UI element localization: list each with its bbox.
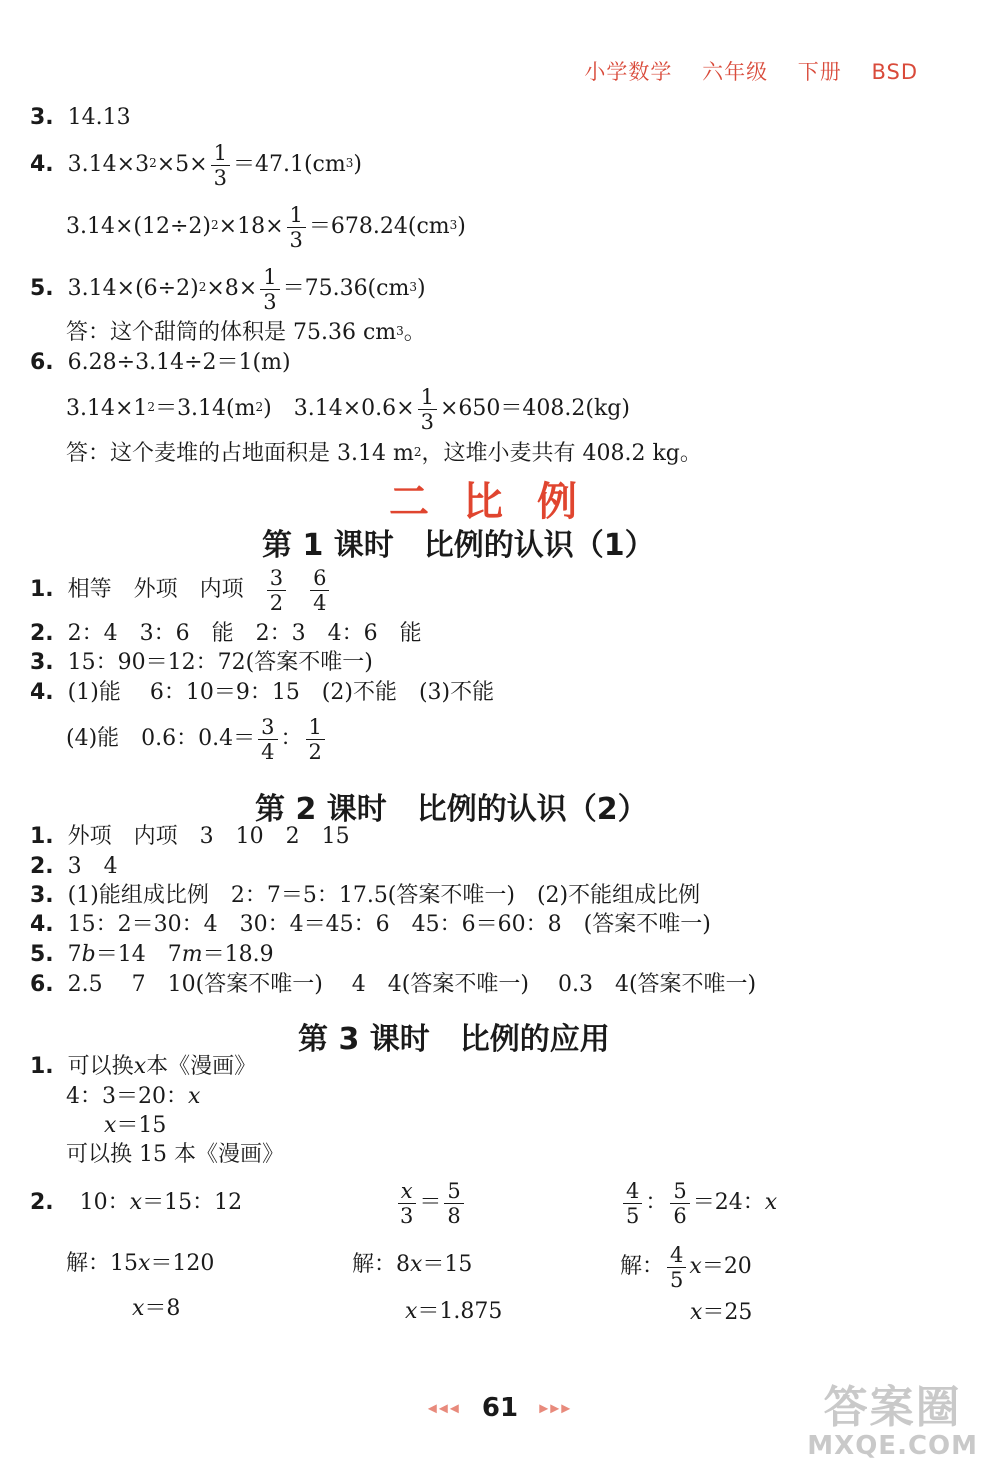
question-number: 2.	[30, 621, 54, 646]
lesson3-answer-1-line3: x ＝15	[104, 1113, 167, 1138]
fraction: $\frac{1}{3}$	[260, 266, 279, 313]
fraction: $\frac{5}{6}$	[670, 1180, 689, 1227]
fraction: $\frac{4}{5}$	[623, 1180, 642, 1227]
fraction: $\frac{1}{2}$	[306, 716, 325, 763]
question-number: 5.	[30, 942, 54, 967]
header-edition: BSD	[871, 60, 918, 84]
header-grade: 六年级	[702, 60, 769, 84]
lesson3-answer-1-line2: 4：3＝20： x	[66, 1084, 201, 1109]
left-arrows-icon: ◂◂◂	[427, 1397, 461, 1419]
lesson1-answer-4: 4. (1)能 6：10＝9：15 (2)不能 (3)不能	[30, 680, 495, 705]
watermark-text: 答案圈	[823, 1382, 962, 1433]
fraction: $\frac{3}{4}$	[258, 716, 277, 763]
lesson2-answer-4: 4. 15：2＝30：4 30：4＝45：6 45：6＝60：8 (答案不唯一)	[30, 912, 711, 937]
lesson3-answer-2-col1-solve: 解：15 x ＝120	[66, 1251, 215, 1276]
question-number: 5.	[30, 276, 54, 301]
header-volume: 下册	[797, 60, 842, 84]
fraction: $\frac{1}{3}$	[287, 204, 306, 251]
lesson2-answer-2: 2. 3 4	[30, 854, 118, 879]
lesson1-answer-1: 1. 相等 外项 内项 $\frac{3}{2}$ $\frac{6}{4}$	[30, 565, 332, 615]
fraction: $\frac{x}{3}$	[397, 1180, 416, 1227]
lesson2-answer-5: 5. 7 b ＝14 7 m ＝18.9	[30, 942, 274, 967]
question-number: 3.	[30, 650, 54, 675]
lesson-1-title: 第 1 课时 比例的认识（1）	[262, 528, 655, 563]
lesson3-answer-1-line1: 1. 可以换 x 本《漫画》	[30, 1054, 257, 1079]
watermark-url: MXQE.COM	[807, 1431, 978, 1461]
page-header	[562, 56, 918, 86]
fraction: $\frac{3}{2}$	[267, 567, 286, 614]
lesson3-answer-2-col1-result: x ＝8	[132, 1296, 181, 1321]
lesson3-answer-2-col1-eq: 2. 10： x ＝15：12	[30, 1190, 243, 1215]
question-number: 3.	[30, 105, 54, 130]
lesson-3-title: 第 3 课时 比例的应用	[298, 1022, 610, 1057]
lesson1-answer-3: 3. 15：90＝12：72(答案不唯一)	[30, 650, 373, 675]
fraction: $\frac{4}{5}$	[667, 1244, 686, 1291]
answer-6-line1: 6. 6.28÷3.14÷2＝1(m)	[30, 350, 291, 375]
lesson3-answer-2-col3-eq: $\frac{4}{5}$ ： $\frac{5}{6}$ ＝24： x	[620, 1176, 777, 1230]
question-number: 3.	[30, 883, 54, 908]
question-number: 4.	[30, 152, 54, 177]
answer-4-line2: 3.14×(12÷2) $^2$ ×18× $\frac{1}{3}$ ＝678.24(cm $^3$ )	[66, 202, 466, 252]
fraction: $\frac{1}{3}$	[211, 142, 230, 189]
answer-5-conclusion: 答：这个甜筒的体积是 75.36 cm $^3$ 。	[66, 320, 426, 345]
lesson1-answer-2: 2. 2：4 3：6 能 2：3 4：6 能	[30, 621, 422, 646]
question-number: 1.	[30, 1054, 54, 1079]
lesson3-answer-2-col3-result: x ＝25	[690, 1300, 753, 1325]
lesson3-answer-2-col2-solve: 解：8 x ＝15	[352, 1252, 473, 1277]
question-number: 4.	[30, 680, 54, 705]
question-number: 2.	[30, 1190, 54, 1215]
question-number: 1.	[30, 824, 54, 849]
lesson2-answer-1: 1. 外项 内项 3 10 2 15	[30, 824, 350, 849]
right-arrows-icon: ▸▸▸	[539, 1397, 573, 1419]
answer-4-line1: 4. 3.14×3 $^2$ ×5× $\frac{1}{3}$ ＝47.1(cm $^3$ )	[30, 140, 362, 190]
question-number: 1.	[30, 577, 54, 602]
lesson3-answer-1-conclusion: 可以换 15 本《漫画》	[66, 1142, 284, 1167]
answer-6-conclusion: 答：这个麦堆的占地面积是 3.14 m $^2$ ，这堆小麦共有 408.2 kg。	[66, 441, 702, 466]
lesson-2-title: 第 2 课时 比例的认识（2）	[255, 792, 648, 827]
answer-3: 3. 14.13	[30, 105, 131, 130]
lesson3-answer-2-col2-result: x ＝1.875	[405, 1299, 503, 1324]
page-number: 61	[481, 1393, 519, 1423]
question-number: 4.	[30, 912, 54, 937]
header-subject: 小学数学	[584, 60, 673, 84]
fraction: $\frac{6}{4}$	[310, 567, 329, 614]
lesson1-answer-4-part4: (4)能 0.6：0.4＝ $\frac{3}{4}$ ： $\frac{1}{2}$	[66, 714, 328, 764]
fraction: $\frac{5}{8}$	[444, 1180, 463, 1227]
lesson3-answer-2-col3-solve: 解： $\frac{4}{5}$ x ＝20	[620, 1242, 752, 1292]
watermark-logo	[807, 1384, 978, 1460]
fraction: $\frac{1}{3}$	[418, 386, 437, 433]
question-number: 2.	[30, 854, 54, 879]
answer-6-line2: 3.14×1 $^2$ ＝3.14(m $^2$ ) 3.14×0.6× $\frac{1}{3}$ ×650＝408.2(kg)	[66, 384, 630, 434]
lesson2-answer-3: 3. (1)能组成比例 2：7＝5：17.5(答案不唯一) (2)不能组成比例	[30, 883, 701, 908]
lesson2-answer-6: 6. 2.5 7 10(答案不唯一) 4 4(答案不唯一) 0.3 4(答案不唯一)	[30, 972, 757, 997]
question-number: 6.	[30, 350, 54, 375]
question-number: 6.	[30, 972, 54, 997]
answer-5-line1: 5. 3.14×(6÷2) $^2$ ×8× $\frac{1}{3}$ ＝75.36(cm $^3$ )	[30, 264, 426, 314]
lesson3-answer-2-col2-eq: $\frac{x}{3}$ ＝ $\frac{5}{8}$	[394, 1176, 467, 1230]
unit-title: 二比例	[389, 479, 611, 525]
